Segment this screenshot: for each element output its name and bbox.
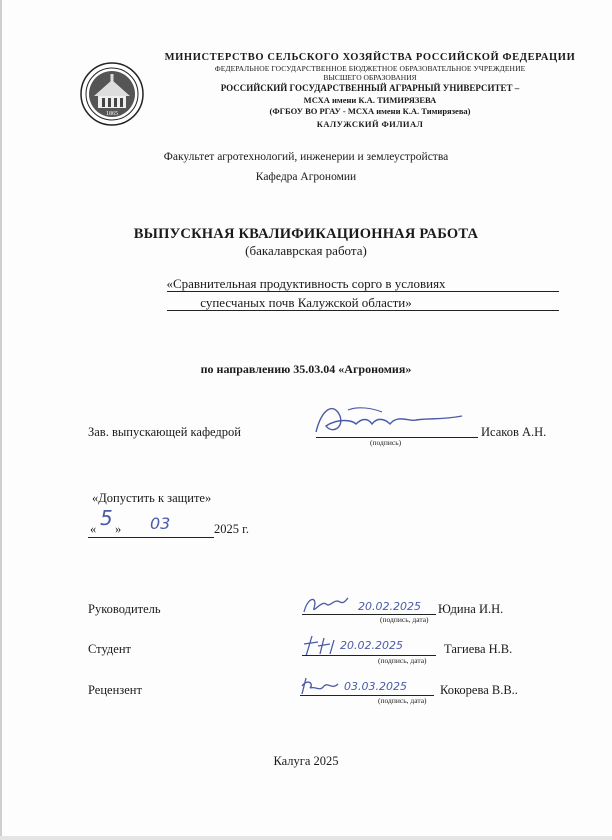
- topic-underline-2: [167, 310, 559, 311]
- scan-edge: [0, 0, 2, 840]
- faculty-name: Факультет агротехнологий, инженерии и землеустройства: [163, 151, 449, 163]
- reviewer-name: Кокорева В.В..: [440, 683, 518, 697]
- topic-underline-1: [167, 291, 559, 292]
- head-signature-caption: (подпись): [370, 438, 402, 447]
- scan-bottom-edge: [0, 836, 612, 840]
- reviewer-label: Рецензент: [88, 683, 142, 697]
- supervisor-label: Руководитель: [88, 602, 161, 616]
- university-named-after: МСХА имени К.А. ТИМИРЯЗЕВА: [303, 95, 437, 105]
- university-seal-logo: [80, 62, 144, 126]
- branch-name: КАЛУЖСКИЙ ФИЛИАЛ: [316, 119, 424, 129]
- university-abbreviation: (ФГБОУ ВО РГАУ - МСХА имени К.А. Тимирязева): [269, 106, 471, 116]
- footer-city-year: Калуга 2025: [273, 754, 339, 768]
- supervisor-name: Юдина И.Н.: [438, 602, 504, 616]
- admission-date-line: [88, 537, 214, 538]
- university-name: РОССИЙСКИЙ ГОСУДАРСТВЕННЫЙ АГРАРНЫЙ УНИВЕРСИТЕТ –: [220, 83, 520, 93]
- admission-quote-open: «: [90, 522, 97, 536]
- student-caption: (подпись, дата): [378, 656, 427, 665]
- admission-day: 5: [100, 506, 113, 530]
- student-date: 20.02.2025: [340, 639, 403, 652]
- supervisor-caption: (подпись, дата): [380, 615, 429, 624]
- head-of-department-name: Исаков А.Н.: [481, 425, 547, 439]
- supervisor-date: 20.02.2025: [358, 600, 421, 613]
- admission-quote-close: »: [115, 522, 122, 536]
- head-of-department-label: Зав. выпускающей кафедрой: [88, 425, 241, 439]
- document-title: ВЫПУСКНАЯ КВАЛИФИКАЦИОННАЯ РАБОТА: [133, 226, 479, 242]
- seal-year: 1865: [106, 111, 118, 117]
- education-level: ВЫСШЕГО ОБРАЗОВАНИЯ: [323, 73, 417, 82]
- student-label: Студент: [88, 642, 131, 656]
- institution-type: ФЕДЕРАЛЬНОЕ ГОСУДАРСТВЕННОЕ БЮДЖЕТНОЕ ОБРАЗОВАТЕЛЬНОЕ УЧРЕЖДЕНИЕ: [214, 64, 526, 73]
- topic-line-2: супесчаных почв Калужской области»: [200, 295, 412, 310]
- admission-label: «Допустить к защите»: [92, 491, 212, 505]
- department-name: Кафедра Агрономии: [255, 171, 357, 183]
- reviewer-caption: (подпись, дата): [378, 696, 427, 705]
- study-direction: по направлению 35.03.04 «Агрономия»: [200, 362, 412, 376]
- admission-year: 2025 г.: [214, 522, 249, 536]
- head-signature: [312, 398, 472, 440]
- reviewer-date: 03.03.2025: [344, 680, 407, 693]
- student-name: Тагиева Н.В.: [444, 642, 513, 656]
- document-subtitle: (бакалаврская работа): [245, 243, 367, 258]
- topic-line-1: «Сравнительная продуктивность сорго в условиях: [166, 276, 446, 291]
- admission-month: 03: [150, 514, 171, 533]
- ministry-heading: МИНИСТЕРСТВО СЕЛЬСКОГО ХОЗЯЙСТВА РОССИЙСКОЙ ФЕДЕРАЦИИ: [164, 52, 576, 63]
